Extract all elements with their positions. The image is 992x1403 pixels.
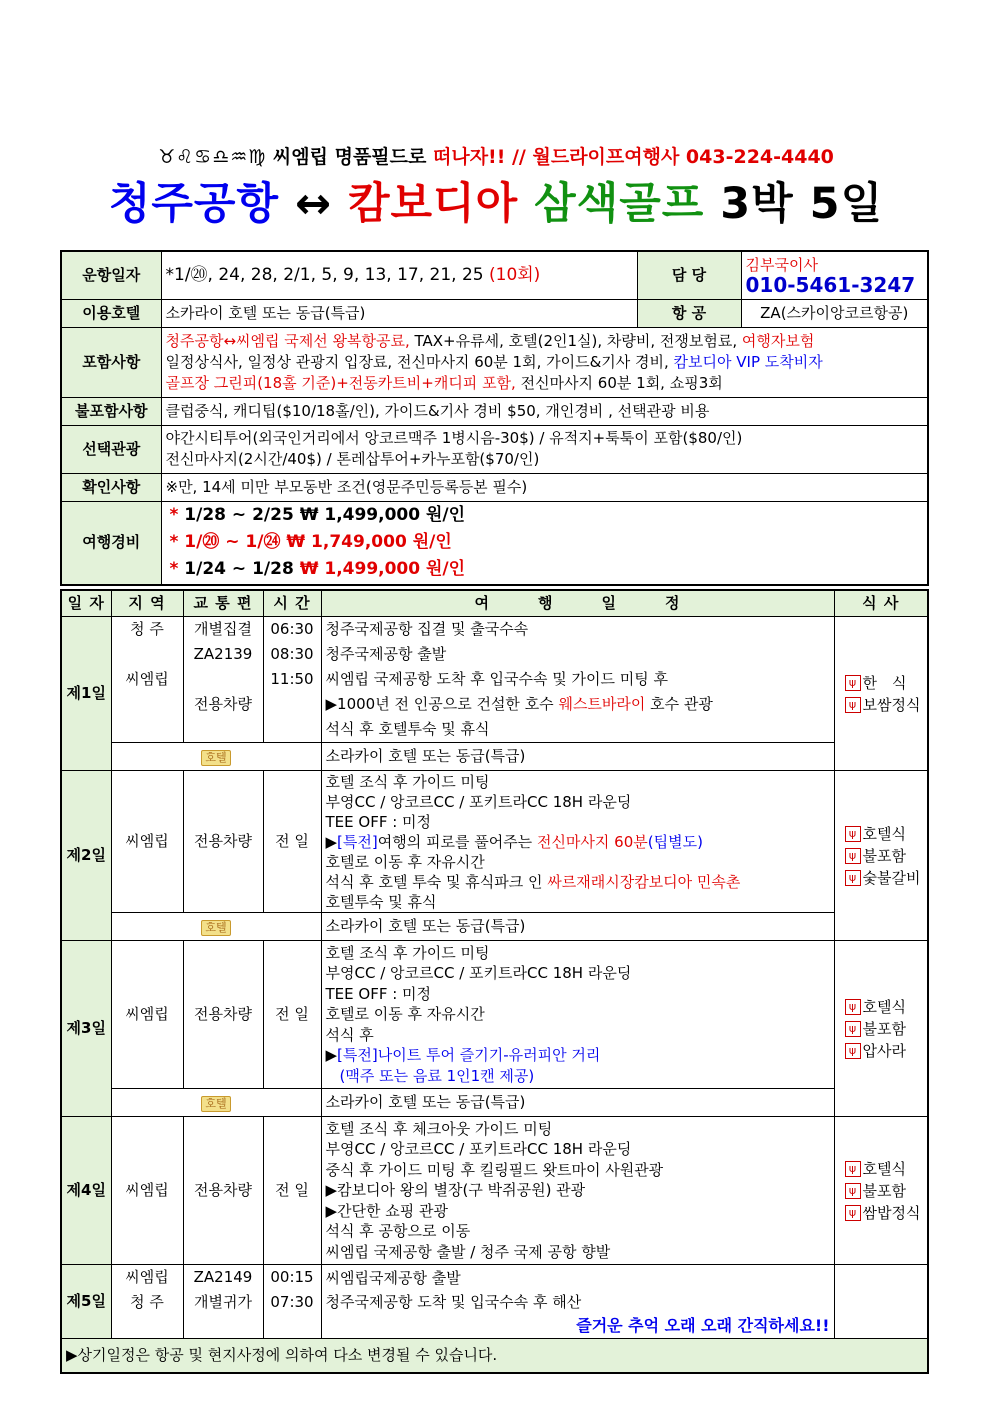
fork-knife-icon: ψ <box>845 826 861 842</box>
manager-name: 김부국이사 <box>745 256 818 275</box>
hotel-label: 이용호텔 <box>61 299 161 327</box>
title-arrow: ↔ <box>279 179 348 229</box>
day4-label: 제4일 <box>61 1117 111 1265</box>
fork-knife-icon: ψ <box>845 1021 861 1037</box>
day2-label: 제2일 <box>61 771 111 941</box>
title-golf: 삼색골프 <box>518 179 705 229</box>
price-label: 여행경비 <box>61 501 161 585</box>
incl-label: 포함사항 <box>61 327 161 397</box>
hotel-icon: 호텔 <box>201 1096 230 1112</box>
day4-transport: 전용차량 <box>183 1117 263 1265</box>
schedule-count: (10회) <box>489 264 541 285</box>
day5-time: 00:15 07:30 <box>263 1265 321 1339</box>
day5-transport: ZA2149 개별귀가 <box>183 1265 263 1339</box>
day5-region: 씨엠립 청 주 <box>111 1265 183 1339</box>
fork-knife-icon: ψ <box>845 697 861 713</box>
day3-hotel: 소라카이 호텔 또는 동급(특급) <box>321 1089 834 1117</box>
fork-knife-icon: ψ <box>845 870 861 886</box>
day1-time: 06:30 08:30 11:50 <box>263 617 321 743</box>
check-value: ※만, 14세 미만 부모동반 조건(영문주민등록등본 필수) <box>161 473 928 501</box>
title-destination: 캄보디아 <box>348 179 519 229</box>
check-label: 확인사항 <box>61 473 161 501</box>
title-origin: 청주공항 <box>108 179 280 229</box>
page-title <box>0 170 992 231</box>
day3-itinerary: 호텔 조식 후 가이드 미팅 부영CC / 앙코르CC / 포키트라CC 18H 라운딩 TEE OFF : 미정 호텔로 이동 후 자유시간 석식 후 ▶[특전]나이트 투어 즐기기-유러피안 거리 (맥주 또는 음료 1인1캔 제공) <box>321 941 834 1089</box>
day4-itinerary: 호텔 조식 후 체크아웃 가이드 미팅 부영CC / 앙코르CC / 포키트라CC 18H 라운딩 중식 후 가이드 미팅 후 킬링필드 왓트마이 사원관광 ▶캄보디아 왕의 별장(구 박쥐공원) 관광 ▶간단한 쇼핑 관광 석식 후 공항으로 이동 씨엠립 국제공항 출발 / 청주 국제 공항 향발 <box>321 1117 834 1265</box>
fork-knife-icon: ψ <box>845 1205 861 1221</box>
fork-knife-icon: ψ <box>845 1043 861 1059</box>
schedule-label: 운항일자 <box>61 251 161 299</box>
day3-transport: 전용차량 <box>183 941 263 1089</box>
incl-value: 청주공항↔씨엠립 국제선 왕복항공료, TAX+유류세, 호텔(2인1실), 차량비, 전쟁보험료, 여행자보험 일정상식사, 일정상 관광지 입장료, 전신마사지 60분 1회, 가이드&기사 경비, 캄보디아 VIP 도착비자 골프장 그린피(18홀 기준)+전동카트비+캐디피 포함, 전신마사지 60분 1회, 쇼핑3회 <box>161 327 928 397</box>
manager-cell <box>741 251 928 299</box>
day1-region: 청 주 씨엠립 <box>111 617 183 743</box>
manager-phone: 010-5461-3247 <box>745 273 916 298</box>
info-table <box>60 250 929 586</box>
schedule-table <box>60 589 929 1374</box>
day2-itinerary: 호텔 조식 후 가이드 미팅 부영CC / 앙코르CC / 포키트라CC 18H 라운딩 TEE OFF : 미정 ▶[특전]여행의 피로를 풀어주는 전신마사지 60분(팁별도) 호텔로 이동 후 자유시간 석식 후 호텔 투숙 및 휴식파크 인 싸르재래시장캄보디아 민속촌 호텔투숙 및 휴식 <box>321 771 834 913</box>
fork-knife-icon: ψ <box>845 675 861 691</box>
header-text: 씨엠립 <box>266 146 335 168</box>
day4-meal: ψ 호텔식 ψ 불포함 ψ 쌈밥정식 <box>834 1117 928 1265</box>
th-day: 일 자 <box>61 590 111 617</box>
manager-label: 담 당 <box>637 251 741 299</box>
day2-time: 전 일 <box>263 771 321 913</box>
airline-value: ZA(스카이앙코르항공) <box>741 299 928 327</box>
day5-meal <box>834 1265 928 1339</box>
title-duration: 3박 5일 <box>704 179 884 229</box>
day3-meal: ψ 호텔식 ψ 불포함 ψ 압사라 <box>834 941 928 1117</box>
fork-knife-icon: ψ <box>845 848 861 864</box>
excl-label: 불포함사항 <box>61 397 161 425</box>
day1-label: 제1일 <box>61 617 111 771</box>
day1-itinerary: 청주국제공항 집결 및 출국수속 청주국제공항 출발 씨엠립 국제공항 도착 후 입국수속 및 가이드 미팅 후 ▶1000년 전 인공으로 건설한 호수 웨스트바라이 호수 관광 석식 후 호텔투숙 및 휴식 <box>321 617 834 743</box>
day3-time: 전 일 <box>263 941 321 1089</box>
hotel-icon: 호텔 <box>201 920 230 936</box>
day5-itinerary: 씨엠립국제공항 출발 청주국제공항 도착 및 입국수속 후 해산 즐거운 추억 오래 오래 간직하세요!! <box>321 1265 834 1339</box>
day2-region: 씨엠립 <box>111 771 183 913</box>
hotel-value: 소카라이 호텔 또는 동급(특급) <box>161 299 637 327</box>
footer-note: ▶상기일정은 항공 및 현지사정에 의하여 다소 변경될 수 있습니다. <box>61 1339 928 1373</box>
day5-label: 제5일 <box>61 1265 111 1339</box>
th-time: 시 간 <box>263 590 321 617</box>
day2-meal: ψ 호텔식 ψ 불포함 ψ 숯불갈비 <box>834 771 928 941</box>
th-region: 지 역 <box>111 590 183 617</box>
day3-hotel-icon-cell <box>111 1089 321 1117</box>
schedule-value: *1/⑳, 24, 28, 2/1, 5, 9, 13, 17, 21, 25 (10회) <box>161 251 637 299</box>
day1-transport: 개별집결 ZA2139 전용차량 <box>183 617 263 743</box>
day4-region: 씨엠립 <box>111 1117 183 1265</box>
excl-value: 클럽중식, 캐디팁($10/18홀/인), 가이드&기사 경비 $50, 개인경비 , 선택관광 비용 <box>161 397 928 425</box>
airline-label: 항 공 <box>637 299 741 327</box>
header-text-bold: 명품필드로 <box>334 146 433 168</box>
hotel-icon: 호텔 <box>201 750 230 766</box>
day1-hotel-icon-cell <box>111 743 321 771</box>
day3-label: 제3일 <box>61 941 111 1117</box>
opt-value: 야간시티투어(외국인거리에서 앙코르맥주 1병시음-30$) / 유적지+툭툭이 포함($80/인) 전신마사지(2시간/40$) / 톤레삽투어+카누포함($70/인) <box>161 425 928 473</box>
fork-knife-icon: ψ <box>845 1161 861 1177</box>
day1-hotel: 소라카이 호텔 또는 동급(특급) <box>321 743 834 771</box>
day4-time: 전 일 <box>263 1117 321 1265</box>
opt-label: 선택관광 <box>61 425 161 473</box>
fork-knife-icon: ψ <box>845 1183 861 1199</box>
th-transport: 교 통 편 <box>183 590 263 617</box>
day2-hotel: 소라카이 호텔 또는 동급(특급) <box>321 913 834 941</box>
header-agency-phone: 떠나자!! // 월드라이프여행사 043-224-4440 <box>432 146 834 168</box>
price-value: * 1/28 ~ 2/25 ₩ 1,499,000 원/인 * 1/⑳ ~ 1/㉔ ₩ 1,749,000 원/인 * 1/24 ~ 1/28 ₩ 1,499,000 원/인 <box>161 501 928 585</box>
header-contact-line <box>0 142 992 169</box>
th-meal: 식 사 <box>834 590 928 617</box>
day1-meal: ψ 한 식 ψ 보쌈정식 <box>834 617 928 771</box>
zodiac-symbols: ♉♌♋♎♒♍ <box>158 146 267 168</box>
farewell-message: 즐거운 추억 오래 오래 간직하세요!! <box>576 1315 830 1335</box>
day2-hotel-icon-cell <box>111 913 321 941</box>
day3-region: 씨엠립 <box>111 941 183 1089</box>
th-itinerary: 여 행 일 정 <box>321 590 834 617</box>
fork-knife-icon: ψ <box>845 999 861 1015</box>
day2-transport: 전용차량 <box>183 771 263 913</box>
